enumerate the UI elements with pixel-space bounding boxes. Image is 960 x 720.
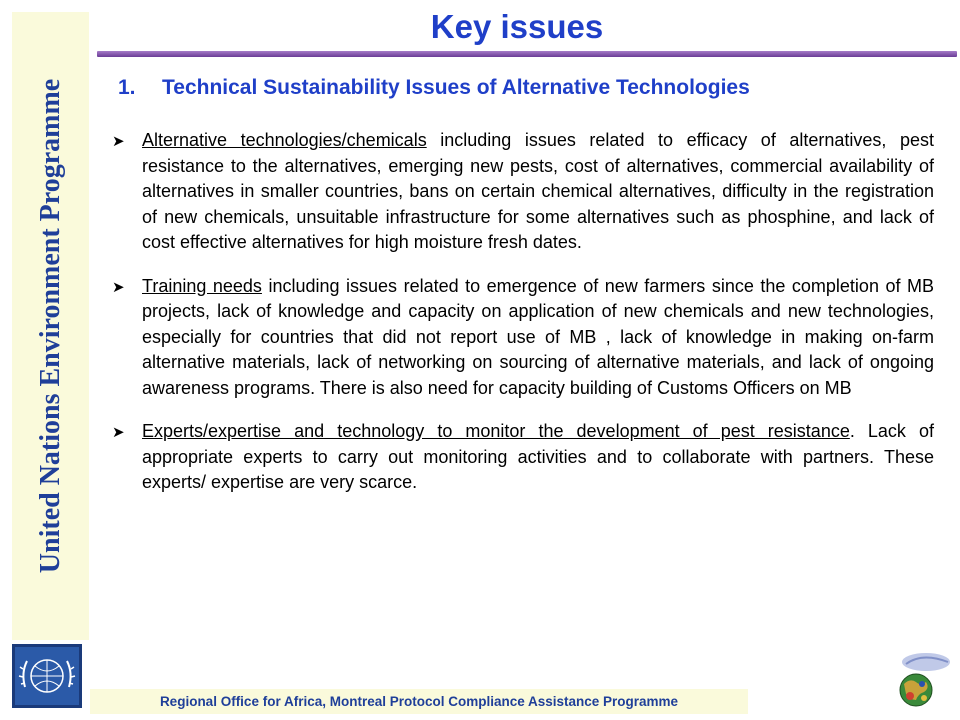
section-heading bbox=[118, 76, 938, 100]
list-item bbox=[110, 274, 934, 402]
issue-text: including issues related to efficacy of alternatives, pest resistance to the alternatives, emerging new pests, cost of alternatives, commercial availability of alternatives in smaller countries, bans on certain chemical alternatives, difficulty in the registration of new chemicals, unsuitable infrastructure for some alternatives such as phosphine, and lack of cost effective alternatives for high moisture fresh dates. bbox=[142, 130, 934, 252]
section-heading-text: Technical Sustainability Issues of Alternative Technologies bbox=[162, 76, 750, 99]
issue-key-phrase: Experts/expertise and technology to monitor the development of pest resistance bbox=[142, 421, 850, 441]
title-divider bbox=[97, 51, 957, 57]
footer-banner: Regional Office for Africa, Montreal Protocol Compliance Assistance Programme bbox=[90, 689, 748, 714]
arrow-bullet-icon: ➤ bbox=[112, 133, 125, 150]
list-item bbox=[110, 419, 934, 496]
issue-text: . Lack of appropriate experts to carry out monitoring activities and to collaborate with partners. These experts/ expertise are very scarce. bbox=[142, 421, 934, 492]
list-item bbox=[110, 128, 934, 256]
arrow-bullet-icon: ➤ bbox=[112, 278, 125, 296]
issue-key-phrase: Training needs bbox=[142, 275, 262, 296]
unep-logo-icon bbox=[12, 644, 82, 708]
issue-text: including issues related to emergence of new farmers since the completion of MB projects, lack of knowledge and capacity on application of new chemicals and new technologies, especially for countries that did not report use of MB , lack of knowledge in making on-farm alternative materials, lack of networking on sourcing of alternative materials, and lack of ongoing awareness programs. There is also need for capacity building of Customs Officers on MB bbox=[142, 275, 935, 398]
arrow-bullet-icon: ➤ bbox=[112, 424, 125, 441]
page-title: Key issues bbox=[430, 8, 604, 45]
sidebar-banner bbox=[12, 12, 89, 640]
issue-key-phrase: Alternative technologies/chemicals bbox=[142, 130, 427, 150]
ozone-globe-icon bbox=[886, 648, 952, 714]
issue-list bbox=[110, 128, 934, 514]
sidebar-organization-name: United Nations Environment Programme bbox=[34, 78, 66, 574]
section-number: 1. bbox=[118, 76, 136, 99]
